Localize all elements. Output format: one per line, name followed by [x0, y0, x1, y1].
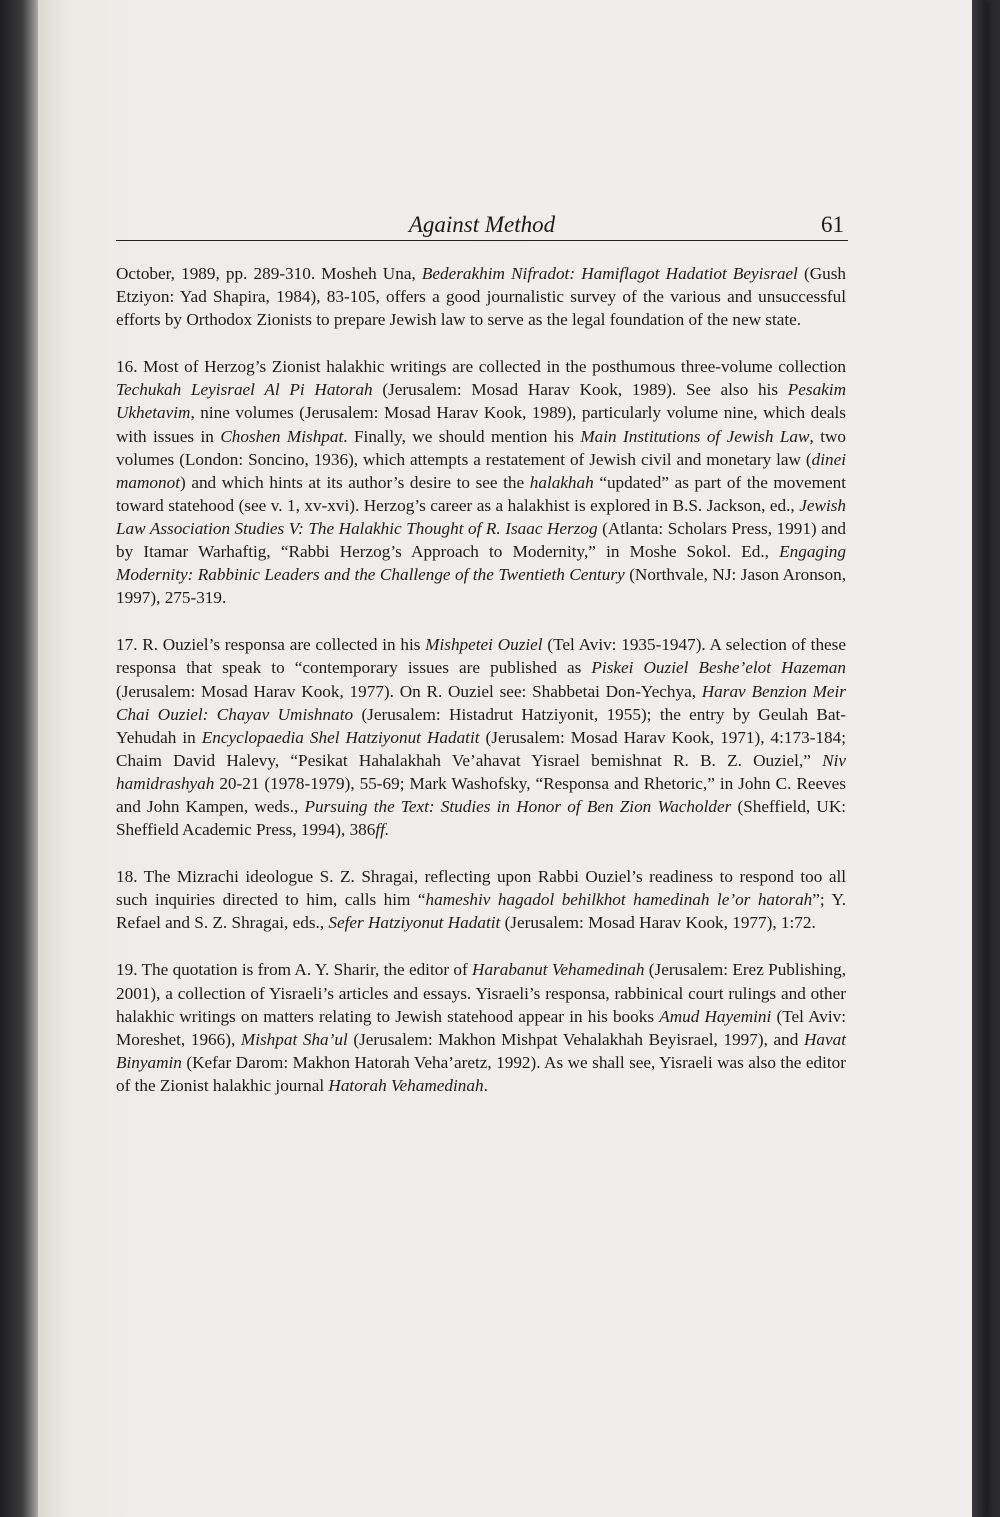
note-text: October, 1989, pp. 289-310. Mosheh Una, [116, 264, 422, 283]
note-text: (Jerusalem: Mosad Harav Kook, 1989). See also his [372, 380, 788, 400]
italic-title: Encyclopaedia Shel Hatziyonut Hadatit [201, 727, 480, 747]
italic-title: Jewish Law Association Studies V: The Halakhic Thought of R. Isaac Herzog [116, 495, 846, 538]
footnote-continuation [116, 262, 846, 331]
footnote-17 [116, 633, 846, 841]
note-text: 17. R. Ouziel’s responsa are collected in his [116, 635, 426, 655]
italic-title: Amud Hayemini [659, 1006, 772, 1026]
note-text: (Jerusalem: Histadrut Hatziyonit, 1955); the entry by Geulah Bat-Yehudah in [116, 704, 847, 747]
note-text: 18. The Mizrachi ideologue S. Z. Shragai, reflecting upon Rabbi Ouziel’s readiness to respond too all such inquiries directed to him, calls him “ [116, 867, 846, 910]
note-text: “updated” as part of the movement toward statehood (see v. 1, xv-xvi). Herzog’s career as a halakhist is explored in B.S. Jackson, ed., [116, 472, 846, 515]
footnote-19 [116, 958, 846, 1097]
note-text: (Northvale, NJ: Jason Aronson, 1997), 275-319. [116, 565, 846, 608]
note-text: (Tel Aviv: 1935-1947). A selection of these responsa that speak to “contemporary issues are published as [116, 635, 846, 678]
note-text: . Finally, we should mention his [343, 426, 581, 446]
note-text: 20-21 (1978-1979), 55-69; Mark Washofsky, “Responsa and Rhetoric,” in John C. Reeves and John Kampen, weds., [116, 773, 846, 816]
page-edge [972, 0, 986, 1517]
italic-title: Sefer Hatziyonut Hadatit [328, 913, 501, 933]
footnote-18 [116, 865, 846, 934]
italic-title: Mishpat Sha’ul [240, 1029, 348, 1049]
italic-title: Pursuing the Text: Studies in Honor of Ben Zion Wacholder [304, 796, 732, 816]
note-text: 16. Most of Herzog’s Zionist halakhic writings are collected in the posthumous three-volume collection [116, 357, 846, 377]
page-number: 61 [821, 212, 844, 237]
note-text: ”; Y. Refael and S. Z. Shragai, eds., [116, 890, 846, 933]
italic-title: Main Institutions of Jewish Law [580, 426, 810, 446]
book-spine [0, 0, 40, 1517]
italic-title: Choshen Mishpat [220, 426, 344, 446]
note-text: (Jerusalem: Makhon Mishpat Vehalakhah Beyisrael, 1997), and [347, 1029, 804, 1049]
italic-title: Hatorah Vehamedinah [328, 1075, 484, 1095]
note-text: (Jerusalem: Mosad Harav Kook, 1971), 4:173-184; Chaim David Halevy, “Pesikat Hahalakhah Ve’ahavat Yisrael bemishnat R. B. Z. Ouziel,” [116, 727, 846, 770]
italic-title: Havat Binyamin [116, 1029, 847, 1072]
italic-title: hameshiv hagadol behilkhot hamedinah le’or hatorah [425, 890, 813, 910]
page-header [116, 212, 848, 241]
italic-title: Harabanut Vehamedinah [472, 960, 645, 980]
running-head: Against Method [408, 212, 556, 237]
italic-title: Engaging Modernity: Rabbinic Leaders and the Challenge of the Twentieth Century [116, 542, 846, 585]
italic-title: Piskei Ouziel Beshe’elot Hazeman [591, 658, 846, 678]
italic-title: Techukah Leyisrael Al Pi Hatorah [116, 380, 373, 400]
note-text: (Kefar Darom: Makhon Hatorah Veha’aretz, 1992). As we shall see, Yisraeli was also the editor of the Zionist halakhic journal [116, 1052, 846, 1095]
note-text: , two volumes (London: Soncino, 1936), which attempts a restatement of Jewish civil and monetary law ( [116, 426, 846, 469]
italic-title: halakhah [529, 472, 594, 492]
note-text: (Jerusalem: Erez Publishing, 2001), a collection of Yisraeli’s articles and essays. Yisraeli’s responsa, rabbinical court rulings and other halakhic writings on matters relating to Jewish statehood appear in his books [116, 960, 846, 1026]
italic-title: Bederakhim Nifradot: Hamiflagot Hadatiot Beyisrael [421, 264, 798, 283]
italic-title: Niv hamidrashyah [116, 750, 846, 793]
italic-title: Harav Benzion Meir Chai Ouziel: Chayav Umishnato [116, 681, 846, 724]
note-text: (Tel Aviv: Moreshet, 1966), [116, 1006, 846, 1049]
note-text: ) and which hints at its author’s desire to see the [179, 472, 530, 492]
italic-title: dinei mamonot [116, 449, 846, 492]
italic-title: Mishpetei Ouziel [425, 635, 543, 655]
note-text: , nine volumes (Jerusalem: Mosad Harav Kook, 1989), particularly volume nine, which deals with issues in [116, 403, 846, 446]
footnotes [116, 262, 846, 1121]
note-text: (Jerusalem: Mosad Harav Kook, 1977), 1:72. [500, 913, 816, 933]
note-text: (Jerusalem: Mosad Harav Kook, 1977). On R. Ouziel see: Shabbetai Don-Yechya, [116, 681, 702, 701]
note-text: (Sheffield, UK: Sheffield Academic Press, 1994), 386 [116, 796, 847, 840]
italic-title: ff. [375, 820, 390, 840]
footnote-16 [116, 355, 846, 609]
note-text: 19. The quotation is from A. Y. Sharir, the editor of [116, 960, 473, 980]
italic-title: Pesakim Ukhetavim [116, 380, 846, 423]
note-text: (Atlanta: Scholars Press, 1991) and by Itamar Warhaftig, “Rabbi Herzog’s Approach to Modernity,” in Moshe Sokol. Ed., [116, 518, 846, 562]
note-text: (Gush Etziyon: Yad Shapira, 1984), 83-105, offers a good journalistic survey of the various and unsuccessful efforts by Orthodox Zionists to prepare Jewish law to serve as the legal foundation of the new state. [116, 264, 846, 330]
note-text: . [483, 1075, 488, 1095]
